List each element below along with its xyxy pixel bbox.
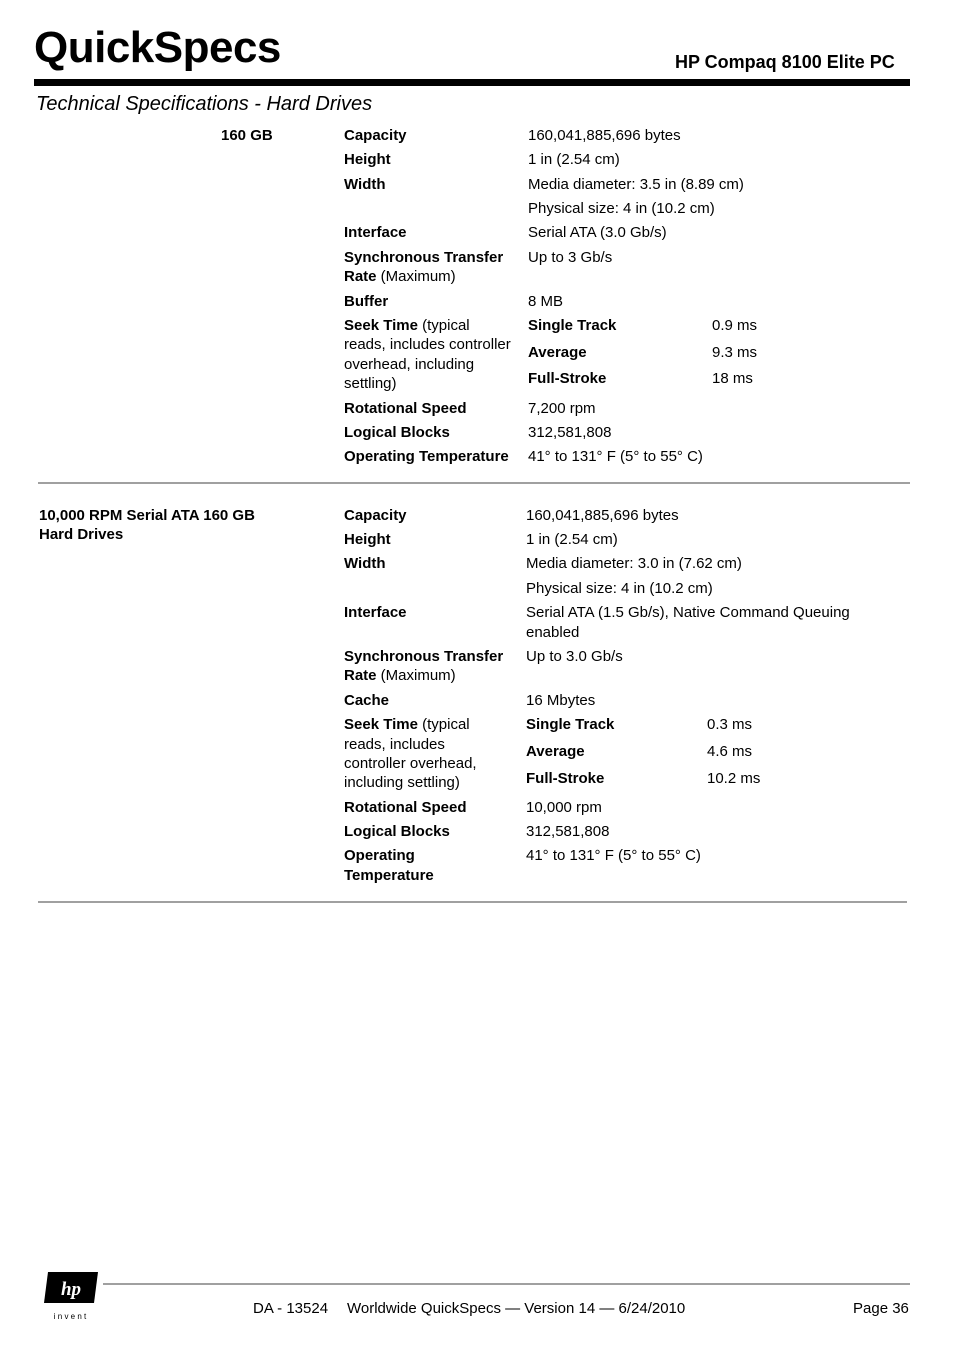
row-label-cache: Cache [344,692,390,709]
row-value-interface: Serial ATA (1.5 Gb/s), Native Command Queuing [526,604,850,621]
seek-name: Single Track [528,317,617,334]
page-title: QuickSpecs [34,23,281,72]
section-label: 160 GB [221,127,273,144]
label-rate: Rate [344,667,377,684]
seek-value: 18 ms [712,370,753,387]
header-rule [34,79,910,86]
row-value-width-physical: Physical size: 4 in (10.2 cm) [528,200,715,217]
seek-name: Full-Stroke [526,770,605,787]
row-label-seek-time [344,316,470,336]
seek-value: 4.6 ms [707,743,753,760]
row-label-width: Width [344,555,386,572]
row-value-capacity: 160,041,885,696 bytes [526,507,679,524]
row-value-cache: 16 Mbytes [526,692,596,709]
seek-value: 0.9 ms [712,317,758,334]
row-label-interface: Interface [344,224,407,241]
row-label-rotational-speed: Rotational Speed [344,400,467,417]
row-value-sync-transfer: Up to 3 Gb/s [528,249,613,266]
row-label-logical-blocks: Logical Blocks [344,823,450,840]
row-label-operating-temp: Operating [344,847,415,864]
row-value-capacity: 160,041,885,696 bytes [528,127,681,144]
row-label-capacity: Capacity [344,127,407,144]
section-subtitle: Technical Specifications - Hard Drives [36,93,373,115]
row-value-logical-blocks: 312,581,808 [526,823,610,840]
footer-rule [103,1283,910,1285]
seek-value: 10.2 ms [707,770,761,787]
label-seek-time: Seek Time [344,317,418,334]
footer-description: Worldwide QuickSpecs — Version 14 — 6/24/2010 [347,1300,686,1317]
row-label-seek-line: reads, includes [344,736,445,753]
section-label-line2: Hard Drives [39,526,124,543]
row-value-interface: Serial ATA (3.0 Gb/s) [528,224,667,241]
product-name: HP Compaq 8100 Elite PC [675,52,895,72]
seek-name: Average [526,743,585,760]
logo-text: hp [60,1279,82,1300]
row-label-height: Height [344,151,391,168]
row-value-logical-blocks: 312,581,808 [528,424,612,441]
row-value-rotational-speed: 10,000 rpm [526,799,602,816]
label-typical: (typical [417,716,470,733]
row-value-width-physical: Physical size: 4 in (10.2 cm) [526,580,713,597]
seek-name: Single Track [526,716,615,733]
row-label-capacity: Capacity [344,507,407,524]
row-value-operating-temp: 41° to 131° F (5° to 55° C) [526,847,701,864]
row-label-operating-temp: Operating Temperature [344,448,509,465]
row-label-seek-time [344,715,470,735]
seek-name: Full-Stroke [528,370,607,387]
row-label-sync-transfer: Synchronous Transfer [344,648,504,665]
label-typical: (typical [417,317,470,334]
footer-page-number: Page 36 [853,1300,909,1317]
row-value-height: 1 in (2.54 cm) [526,531,618,548]
row-value-sync-transfer: Up to 3.0 Gb/s [526,648,623,665]
row-label-buffer: Buffer [344,293,389,310]
hp-logo [40,1269,102,1321]
footer-doc-id: DA - 13524 [253,1300,329,1317]
row-label-rotational-speed: Rotational Speed [344,799,467,816]
seek-name: Average [528,344,587,361]
row-label-interface: Interface [344,604,407,621]
section-divider [38,482,910,484]
section-divider [38,901,907,903]
row-label-seek-line: settling) [344,375,397,392]
row-value-width: Media diameter: 3.5 in (8.89 cm) [528,176,744,193]
row-value-interface-line2: enabled [526,624,580,641]
label-seek-time: Seek Time [344,716,418,733]
row-value-rotational-speed: 7,200 rpm [528,400,596,417]
label-rate: Rate [344,268,377,285]
label-maximum: (Maximum) [376,667,456,684]
row-label-seek-line: controller overhead, [344,755,477,772]
hp-logo-icon [40,1269,102,1321]
row-value-buffer: 8 MB [528,293,564,310]
logo-tagline: i n v e n t [53,1312,87,1321]
row-label-seek-line: reads, includes controller [344,336,511,353]
row-label-logical-blocks: Logical Blocks [344,424,450,441]
row-label-operating-temp-line2: Temperature [344,867,434,884]
row-label-sync-transfer-line2 [344,267,456,287]
label-maximum: (Maximum) [376,268,456,285]
row-label-seek-line: including settling) [344,774,460,791]
row-label-sync-transfer-line2 [344,666,456,686]
row-label-width: Width [344,176,386,193]
seek-value: 0.3 ms [707,716,753,733]
section-label: 10,000 RPM Serial ATA 160 GB [39,507,255,524]
row-label-seek-line: overhead, including [344,356,475,373]
row-value-height: 1 in (2.54 cm) [528,151,620,168]
row-value-operating-temp: 41° to 131° F (5° to 55° C) [528,448,703,465]
row-value-width: Media diameter: 3.0 in (7.62 cm) [526,555,742,572]
seek-value: 9.3 ms [712,344,758,361]
row-label-sync-transfer: Synchronous Transfer [344,249,504,266]
row-label-height: Height [344,531,391,548]
